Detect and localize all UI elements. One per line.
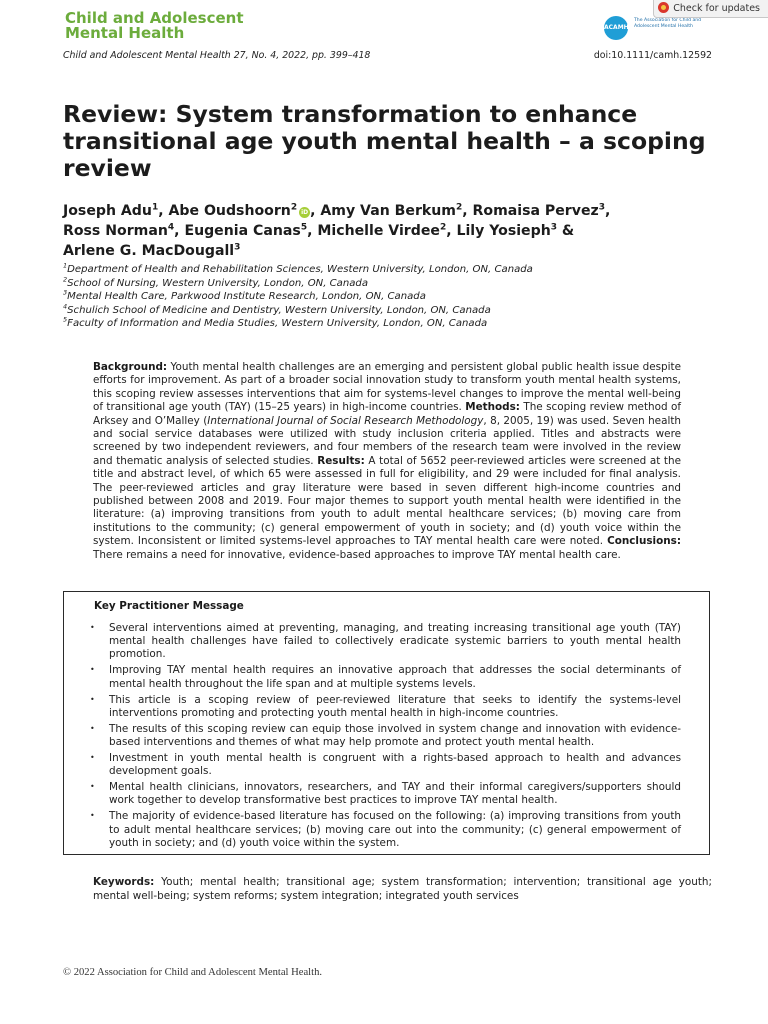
author-affil-mark: 3 xyxy=(598,202,605,213)
author-separator: , xyxy=(174,223,180,239)
journal-name xyxy=(65,11,244,41)
author-affil-mark: 2 xyxy=(439,222,447,233)
acamh-logo-caption: The Association for Child and Adolescent Mental Health xyxy=(634,18,702,29)
list-item: • This article is a scoping review of peer-reviewed literature that seeks to identify the systems-level interventions promoting and protecting youth mental health in high-income countries. xyxy=(89,694,681,720)
affil-mark: 3 xyxy=(63,288,68,297)
title-line: review xyxy=(63,154,152,182)
author-line xyxy=(63,241,713,261)
abstract-background: Youth mental health challenges are an emerging and persistent global public health issue despite efforts for improvement. As part of a broader social innovation study to transform youth mental health systems, this scoping review assesses interventions that aim for systems-level changes to improve the mental well-being of transitional age youth (TAY) (15–25 years) in high-income countries. xyxy=(93,361,681,414)
list-item: • The results of this scoping review can equip those involved in system change and innovation with evidence-based interventions and themes of what may help promote and protect youth mental health. xyxy=(89,723,681,749)
abstract-methods-journal: International Journal of Social Research Methodology xyxy=(207,414,484,427)
list-item: • Improving TAY mental health requires an innovative approach that addresses the social determinants of mental health throughout the life span and at multiple systems levels. xyxy=(89,664,681,690)
author-affil-mark: 5 xyxy=(300,222,308,233)
author-list xyxy=(63,201,713,261)
key-message-heading: Key Practitioner Message xyxy=(94,600,244,612)
journal-name-line2: Mental Health xyxy=(65,24,185,42)
abstract-background-label: Background: xyxy=(93,361,168,373)
doi-link[interactable]: doi:10.1111/camh.12592 xyxy=(593,50,712,61)
affil-text: Schulich School of Medicine and Dentistry, Western University, London, ON, Canada xyxy=(67,304,491,316)
check-for-updates-label: Check for updates xyxy=(673,3,760,14)
acamh-logo-mark: ACAMH xyxy=(604,16,628,40)
author-separator: , xyxy=(446,223,452,239)
author-name: Arlene G. MacDougall xyxy=(63,243,235,259)
check-for-updates-button[interactable] xyxy=(653,0,768,18)
orcid-icon[interactable]: iD xyxy=(301,209,309,216)
author-separator: , xyxy=(310,203,316,219)
affil-text: Department of Health and Rehabilitation Sciences, Western University, London, ON, Canada xyxy=(67,264,533,275)
author-separator: , xyxy=(462,203,468,219)
author-name: Michelle Virdee xyxy=(317,223,440,239)
author-affil-mark: 3 xyxy=(234,242,241,253)
crossmark-icon xyxy=(658,2,669,13)
affiliation xyxy=(63,290,533,304)
keywords-label: Keywords: xyxy=(93,876,155,888)
abstract-results: A total of 5652 peer-reviewed articles were screened at the title and abstract level, of which 65 were assessed in full for eligibility, and 29 were included for final analysis. The peer-reviewed articles and gray literature were based in seven different high-income countries and published between 2008 and 2019. Four major themes to support youth mental health were identified in the literature: (a) improving transitions from youth to adult mental healthcare services; (b) moving care from institutions to the community; (c) general empowerment of youth in society; and (d) youth voice within the system. Inconsistent or limited systems-level approaches to TAY mental health care were noted. xyxy=(93,454,681,548)
article-title xyxy=(63,100,706,182)
author-name: Romaisa Pervez xyxy=(472,203,599,219)
key-practitioner-message-box xyxy=(63,591,710,855)
acamh-logo xyxy=(604,14,716,42)
list-item: • Several interventions aimed at preventing, managing, and treating increasing transitional age youth (TAY) mental health challenges have failed to collectively eradicate systemic barriers to youth mental health promotion. xyxy=(89,622,681,662)
abstract xyxy=(93,361,681,562)
author-line xyxy=(63,201,713,221)
author-line xyxy=(63,221,713,241)
author-affil-mark: 4 xyxy=(167,222,175,233)
title-line: Review: System transformation to enhance xyxy=(63,100,638,128)
keywords xyxy=(93,875,712,903)
author-name: Amy Van Berkum xyxy=(320,203,456,219)
journal-name-line1: Child and Adolescent xyxy=(65,9,244,27)
abstract-conclusions: There remains a need for innovative, evidence-based approaches to improve TAY mental health care. xyxy=(93,548,621,561)
affiliation xyxy=(63,277,533,291)
affiliation xyxy=(63,317,533,331)
list-item: • Mental health clinicians, innovators, researchers, and TAY and their informal caregivers/supporters should work together to develop transformative best practices to improve TAY mental health. xyxy=(89,781,681,807)
abstract-results-label: Results: xyxy=(317,454,365,467)
abstract-conclusions-label: Conclusions: xyxy=(607,535,681,548)
author-name: Eugenia Canas xyxy=(184,223,301,239)
affil-text: Faculty of Information and Media Studies, Western University, London, ON, Canada xyxy=(67,318,488,329)
list-item: • Investment in youth mental health is congruent with a rights-based approach to health and advances development goals. xyxy=(89,752,681,778)
abstract-methods-cont: , 8, 2005, 19) was used. Seven health and social service databases were utilized with study inclusion criteria applied. Titles and abstracts were screened by two independent reviewers, and four members of the research team were involved in the review and thematic analysis of selected studies. xyxy=(93,414,681,467)
affil-text: Mental Health Care, Parkwood Institute Research, London, ON, Canada xyxy=(67,291,426,302)
author-separator: & xyxy=(561,223,575,239)
author-separator: , xyxy=(604,203,611,219)
copyright-notice: © 2022 Association for Child and Adolescent Mental Health. xyxy=(63,967,323,978)
affil-mark: 2 xyxy=(63,275,68,284)
author-affil-mark: 3 xyxy=(550,222,557,233)
affil-mark: 1 xyxy=(63,261,68,270)
author-name: Joseph Adu xyxy=(63,203,152,219)
author-affil-mark: 1 xyxy=(151,202,159,213)
abstract-methods-label: Methods: xyxy=(465,401,520,414)
author-name: Ross Norman xyxy=(63,223,168,239)
author-name: Lily Yosieph xyxy=(456,223,551,239)
title-line: transitional age youth mental health – a scoping xyxy=(63,127,706,155)
author-name: Abe Oudshoorn xyxy=(168,203,291,219)
author-separator: , xyxy=(158,203,164,219)
author-affil-mark: 2 xyxy=(456,202,463,213)
affiliation xyxy=(63,304,533,318)
affil-mark: 4 xyxy=(63,302,68,311)
affil-text: School of Nursing, Western University, London, ON, Canada xyxy=(67,277,369,289)
key-message-list xyxy=(89,622,681,853)
author-separator: , xyxy=(307,223,313,239)
abstract-methods: The scoping review method of Arksey and O’Malley ( xyxy=(93,401,682,427)
affiliation-list xyxy=(63,263,533,331)
affil-mark: 5 xyxy=(63,315,68,324)
affiliation xyxy=(63,263,533,277)
author-affil-mark: 2 xyxy=(290,202,298,213)
list-item: • The majority of evidence-based literature has focused on the following: (a) improving transitions from youth to adult mental healthcare services; (b) moving care out into the community; (c) general empowerment of youth in society; and (d) youth voice within the system. xyxy=(89,810,681,850)
journal-citation: Child and Adolescent Mental Health 27, No. 4, 2022, pp. 399–418 xyxy=(63,50,371,61)
keywords-text: Youth; mental health; transitional age; system transformation; intervention; transitional age youth; mental well-being; system reforms; system integration; integrated youth services xyxy=(93,876,712,902)
